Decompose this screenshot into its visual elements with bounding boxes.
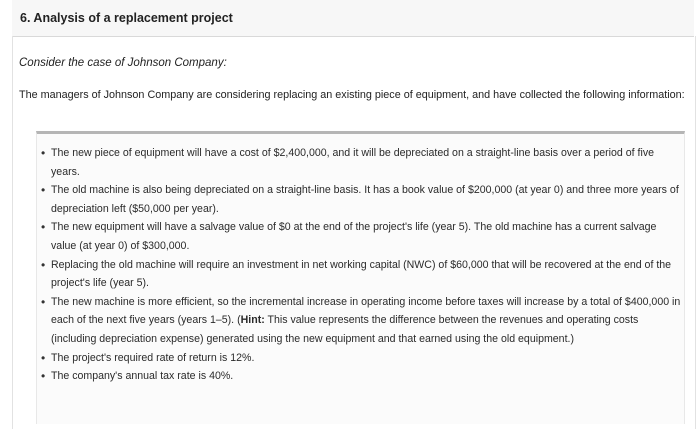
list-item bbox=[41, 349, 681, 368]
bullet-icon: • bbox=[41, 146, 46, 160]
list-item: • The new machine is more efficient, so the incremental increase in operating income before taxes will increase by a total of $400,000 in each of the next five years (years 1–5). (Hint: This value represents the difference between the revenues and operating costs (including depreciation expense) generated using the new equipment and that earned using the old equipment.) bbox=[41, 294, 681, 345]
list-item bbox=[41, 256, 681, 293]
list-item bbox=[41, 181, 681, 218]
bullet-icon: • bbox=[41, 183, 46, 198]
hint-label: Hint: bbox=[240, 314, 265, 327]
list-item-text: The old machine is also being depreciated on a straight-line basis. It has a book value of $200,000 (at year 0) and three more years of depreciation left ($50,000 per year). bbox=[51, 184, 679, 215]
bullet-icon: • bbox=[41, 369, 46, 384]
bullet-icon: • bbox=[41, 350, 46, 365]
question-header bbox=[12, 0, 694, 37]
information-box bbox=[36, 131, 685, 424]
description-text: The managers of Johnson Company are considering replacing an existing piece of equipment, and have collected the following information: bbox=[19, 89, 685, 101]
page-title: 6. Analysis of a replacement project bbox=[20, 11, 233, 25]
bullet-icon: • bbox=[41, 294, 46, 309]
information-list bbox=[41, 144, 681, 386]
list-item bbox=[41, 367, 681, 386]
list-item-text: The project's required rate of return is 12%. bbox=[51, 351, 255, 364]
list-item-text: The new machine is more efficient, so the incremental increase in operating income before taxes will increase by a total of $400,000 in each of the next five years (years 1–5). bbox=[51, 295, 681, 327]
list-item bbox=[41, 144, 681, 181]
bullet-icon: • bbox=[41, 220, 46, 235]
list-item-text: The new equipment will have a salvage value of $0 at the end of the project's life (year 5). The old machine has a current salvage value (at year 0) of $300,000. bbox=[51, 221, 657, 252]
list-item bbox=[41, 218, 681, 255]
bullet-icon: • bbox=[41, 257, 46, 272]
intro-text: Consider the case of Johnson Company: bbox=[19, 57, 227, 69]
list-item-text: The new piece of equipment will have a cost of $2,400,000, and it will be depreciated on a straight-line basis over a period of five years. bbox=[51, 147, 655, 178]
list-item-text: Replacing the old machine will require an investment in net working capital (NWC) of $60,000 that will be recovered at the end of the project's life (year 5). bbox=[51, 258, 672, 290]
list-item-text: The company's annual tax rate is 40%. bbox=[51, 370, 234, 383]
hint-text: This value represents the difference between the revenues and operating costs (including depreciation expense) generated using the new equipment and that earned using the old equipment.) bbox=[51, 314, 639, 345]
